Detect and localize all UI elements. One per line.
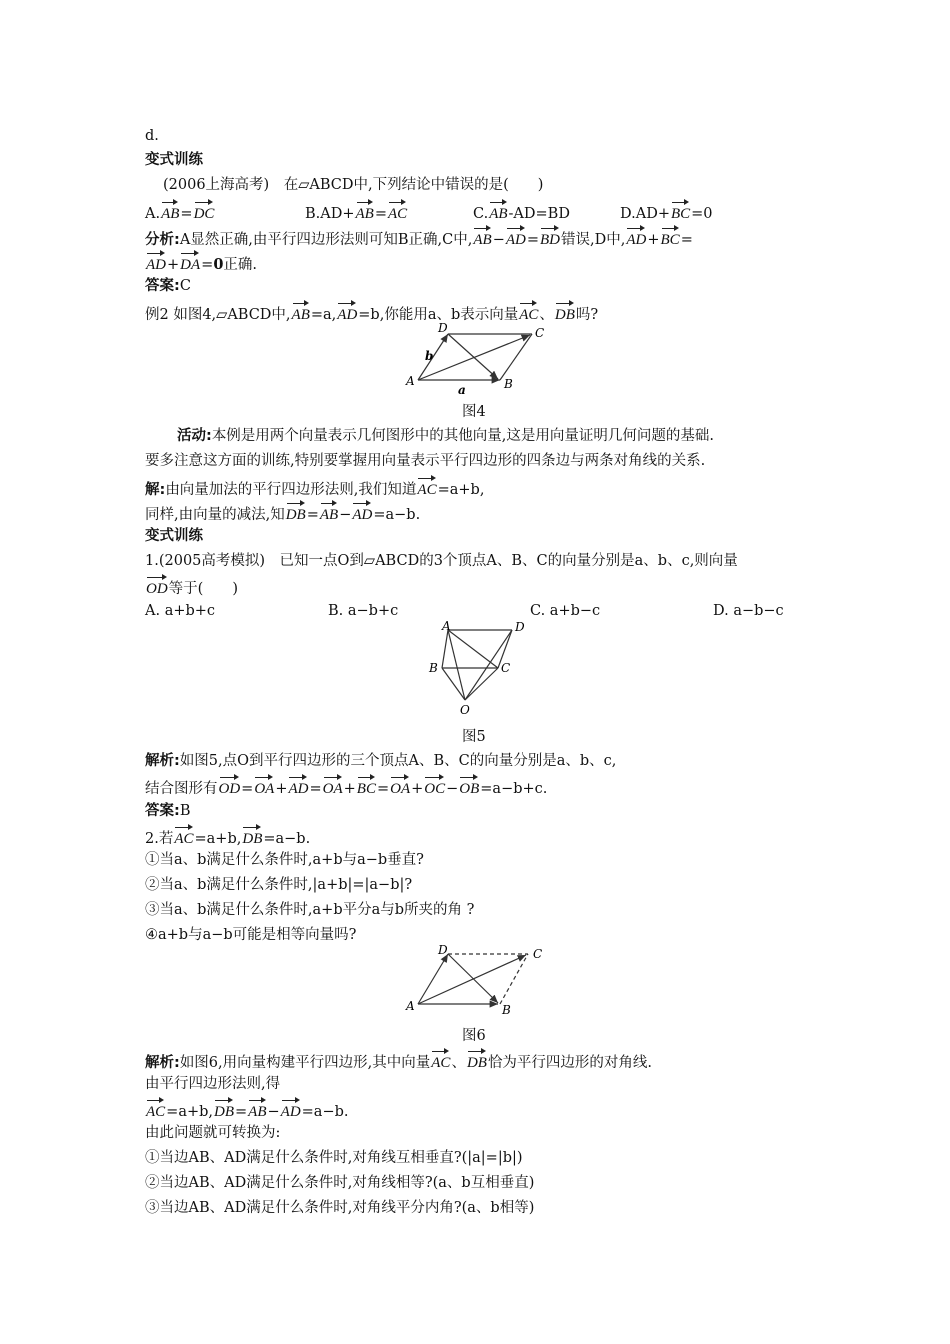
- label-a: A: [406, 374, 415, 388]
- answer-line: 答案:C: [145, 278, 191, 294]
- figure-caption: 图6: [462, 1028, 486, 1044]
- question-text: ③当a、b满足什么条件时,a+b平分a与b所夹的角 ?: [145, 902, 475, 918]
- label-c: C: [533, 947, 543, 961]
- analysis-line: ③当边AB、AD满足什么条件时,对角线平分内角?(a、b相等): [145, 1200, 535, 1216]
- analysis-line: 由此问题就可转换为:: [145, 1125, 281, 1141]
- label-d: D: [438, 322, 448, 335]
- label-b: B: [502, 1003, 511, 1017]
- analysis-line: ②当边AB、AD满足什么条件时,对角线相等?(a、b互相垂直): [145, 1175, 535, 1191]
- question-text: 1.(2005高考模拟) 已知一点O到▱ABCD的3个顶点A、B、C的向量分别是a、b、c,则向量: [145, 553, 738, 569]
- question-text: OD等于( ): [145, 575, 238, 599]
- analysis-line: 结合图形有OD=OA+AD=OA+BC=OA+OC−OB=a−b+c.: [145, 775, 547, 799]
- question-text: ②当a、b满足什么条件时,|a+b|=|a−b|?: [145, 877, 413, 893]
- option-b: B.AD+AB=AC: [305, 200, 408, 224]
- text-line: 要多注意这方面的训练,特别要掌握用向量表示平行四边形的四条边与两条对角线的关系.: [145, 453, 706, 469]
- figure-6: [400, 942, 550, 1017]
- label-vec-a: a: [458, 383, 466, 397]
- analysis-line: 分析:A显然正确,由平行四边形法则可知B正确,C中,AB−AD=BD错误,D中,AD+BC=: [145, 226, 693, 250]
- label-a: A: [406, 999, 415, 1013]
- text-line: d.: [145, 128, 159, 144]
- label-b: B: [429, 661, 438, 675]
- option-a: A.AB=DC: [145, 200, 215, 224]
- question-text: 2.若AC=a+b,DB=a−b.: [145, 825, 310, 849]
- question-text: (2006上海高考) 在▱ABCD中,下列结论中错误的是( ): [163, 177, 544, 193]
- section-heading: 变式训练: [145, 528, 203, 544]
- answer-line: 答案:B: [145, 803, 191, 819]
- analysis-line: AC=a+b,DB=AB−AD=a−b.: [145, 1098, 349, 1122]
- solution-line: 同样,由向量的减法,知DB=AB−AD=a−b.: [145, 501, 420, 525]
- label-c: C: [535, 326, 545, 340]
- analysis-line: ①当边AB、AD满足什么条件时,对角线互相垂直?(|a|=|b|): [145, 1150, 523, 1166]
- label-a: A: [442, 619, 451, 633]
- figure-4: [400, 322, 550, 397]
- option-d: D.AD+BC=0: [620, 200, 713, 224]
- analysis-line: 解析:如图6,用向量构建平行四边形,其中向量AC、DB恰为平行四边形的对角线.: [145, 1049, 652, 1073]
- option-c: C. a+b−c: [530, 603, 601, 619]
- analysis-line: 解析:如图5,点O到平行四边形的三个顶点A、B、C的向量分别是a、b、c,: [145, 753, 617, 769]
- figure-caption: 图5: [462, 729, 486, 745]
- option-c: C.AB-AD=BD: [473, 200, 570, 224]
- text-line: 活动:本例是用两个向量表示几何图形中的其他向量,这是用向量证明几何问题的基础.: [177, 428, 715, 444]
- section-heading: 变式训练: [145, 152, 203, 168]
- label-d: D: [438, 943, 448, 957]
- label-b: B: [504, 377, 513, 391]
- figure-caption: 图4: [462, 404, 486, 420]
- example-line: 例2 如图4,▱ABCD中,AB=a,AD=b,你能用a、b表示向量AC、DB吗?: [145, 301, 598, 325]
- label-d: D: [515, 620, 525, 634]
- analysis-line: AD+DA=0正确.: [145, 251, 257, 275]
- option-a: A. a+b+c: [145, 603, 216, 619]
- label-vec-b: b: [425, 349, 434, 363]
- label-c: C: [501, 661, 511, 675]
- label-o: O: [460, 703, 470, 717]
- solution-line: 解:由向量加法的平行四边形法则,我们知道AC=a+b,: [145, 476, 484, 500]
- question-text: ④a+b与a−b可能是相等向量吗?: [145, 927, 357, 943]
- option-d: D. a−b−c: [713, 603, 784, 619]
- question-text: ①当a、b满足什么条件时,a+b与a−b垂直?: [145, 852, 424, 868]
- option-b: B. a−b+c: [328, 603, 399, 619]
- figure-5: [420, 618, 535, 718]
- analysis-line: 由平行四边形法则,得: [145, 1076, 281, 1092]
